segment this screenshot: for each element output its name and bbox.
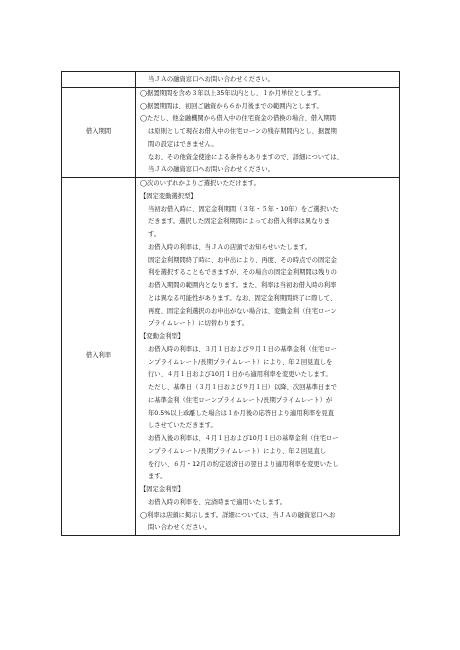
content-line: ただし、基準日（３月１日および９月１日）以降、次回基準日まで xyxy=(148,384,337,391)
content-line: 再度、固定金利選択のお申出がない場合は、変動金利（住宅ローン xyxy=(148,307,337,315)
content-line: プライムレート）に切替わります。 xyxy=(148,320,249,328)
content-line: ンプライムレート/長期プライムレート）により、年２回見直し xyxy=(148,447,327,455)
content-line: 問い合わせください。 xyxy=(148,524,211,532)
content-line: は原則として現在お借入中の住宅ローンの残存期間内とし、据置期 xyxy=(148,128,337,135)
content-line: 間の設定はできません。 xyxy=(148,140,218,148)
content-line: お借入時の利率は、当ＪＡの店頭でお知らせいたします。 xyxy=(148,243,312,251)
content-line: 固定金利期間終了時に、お申出により、再度、その時点での固定金 xyxy=(148,256,337,264)
content-line: ンプライムレート/長期プライムレート）により、年２回見直しを xyxy=(148,358,333,366)
content-line: ◯次のいずれかよりご選択いただけます。 xyxy=(140,180,260,187)
content-line: 【固定金利型】 xyxy=(140,486,185,493)
row-content xyxy=(136,72,400,88)
content-line: ◯利率は店頭に掲示します。詳細については、当ＪＡの融資窓口へお xyxy=(140,511,336,519)
table-row xyxy=(62,178,400,536)
loan-terms-table xyxy=(61,71,400,536)
row-label xyxy=(62,72,136,88)
content-line: ◯据置期間を含め３年以上35年以内とし、１か月単位とします。 xyxy=(140,89,325,97)
content-line: とは異なる可能性があります。なお、固定金利期間終了に際して、 xyxy=(148,294,337,302)
row-content-interest-rate xyxy=(136,178,400,536)
content-line: しさせていただきます。 xyxy=(148,422,217,430)
row-content-loan-period xyxy=(136,87,400,177)
content-line: 当ＪＡの融資窓口へお問い合わせください。 xyxy=(148,166,274,174)
table-row xyxy=(62,87,400,177)
content-line: ◯ただし、他金融機関から借入中の住宅資金の借換の場合、借入期間 xyxy=(140,115,336,123)
content-line: なお、その他資金使途による条件もありますので、詳細については、 xyxy=(148,153,343,161)
content-line: 【固定変動選択型】 xyxy=(140,192,197,200)
content-line: 【変動金利型】 xyxy=(140,333,185,340)
row-label-loan-period: 借入期間 xyxy=(62,87,136,177)
content-line: ます。 xyxy=(148,473,167,481)
content-line: お借入期間の範囲内となります。また、利率は当初お借入時の利率 xyxy=(148,282,337,289)
content-line: お借入時の利率は、３月１日および９月１日の基準金利（住宅ロー xyxy=(148,345,337,353)
content-line: 当ＪＡの融資窓口へお問い合わせください。 xyxy=(148,76,274,83)
content-line: す。 xyxy=(148,231,161,238)
content-line: ◯据置期間は、初回ご融資から６か月後までの範囲内とします。 xyxy=(140,102,323,110)
content-line: に基準金利（住宅ローンプライムレート/長期プライムレート）が xyxy=(148,396,333,404)
content-line: 利を選択することもできますが、その場合の固定金利期間は残りの xyxy=(148,269,337,277)
content-line: お借入時の利率を、完済時まで適用いたします。 xyxy=(148,498,287,506)
content-line: 行い、４月１日および10月１日から適用利率を変更いたします。 xyxy=(148,371,332,379)
content-line: だきます。選択した固定金利期間によってお借入利率は異なりま xyxy=(148,218,331,226)
content-line: 当初お借入時に、固定金利期間（３年・５年・10年）をご選択いた xyxy=(148,205,339,213)
row-label-interest-rate: 借入利率 xyxy=(62,178,136,536)
content-line: を行い、６月・12月の約定返済日の翌日より適用利率を変更いたし xyxy=(148,460,339,468)
table-row xyxy=(62,72,400,88)
content-line: お借入後の利率は、４月１日および10月１日の基準金利（住宅ロー xyxy=(148,435,339,442)
content-line: 年0.5%以上乖離した場合は１か月後の応答日より適用利率を見直 xyxy=(148,409,335,417)
